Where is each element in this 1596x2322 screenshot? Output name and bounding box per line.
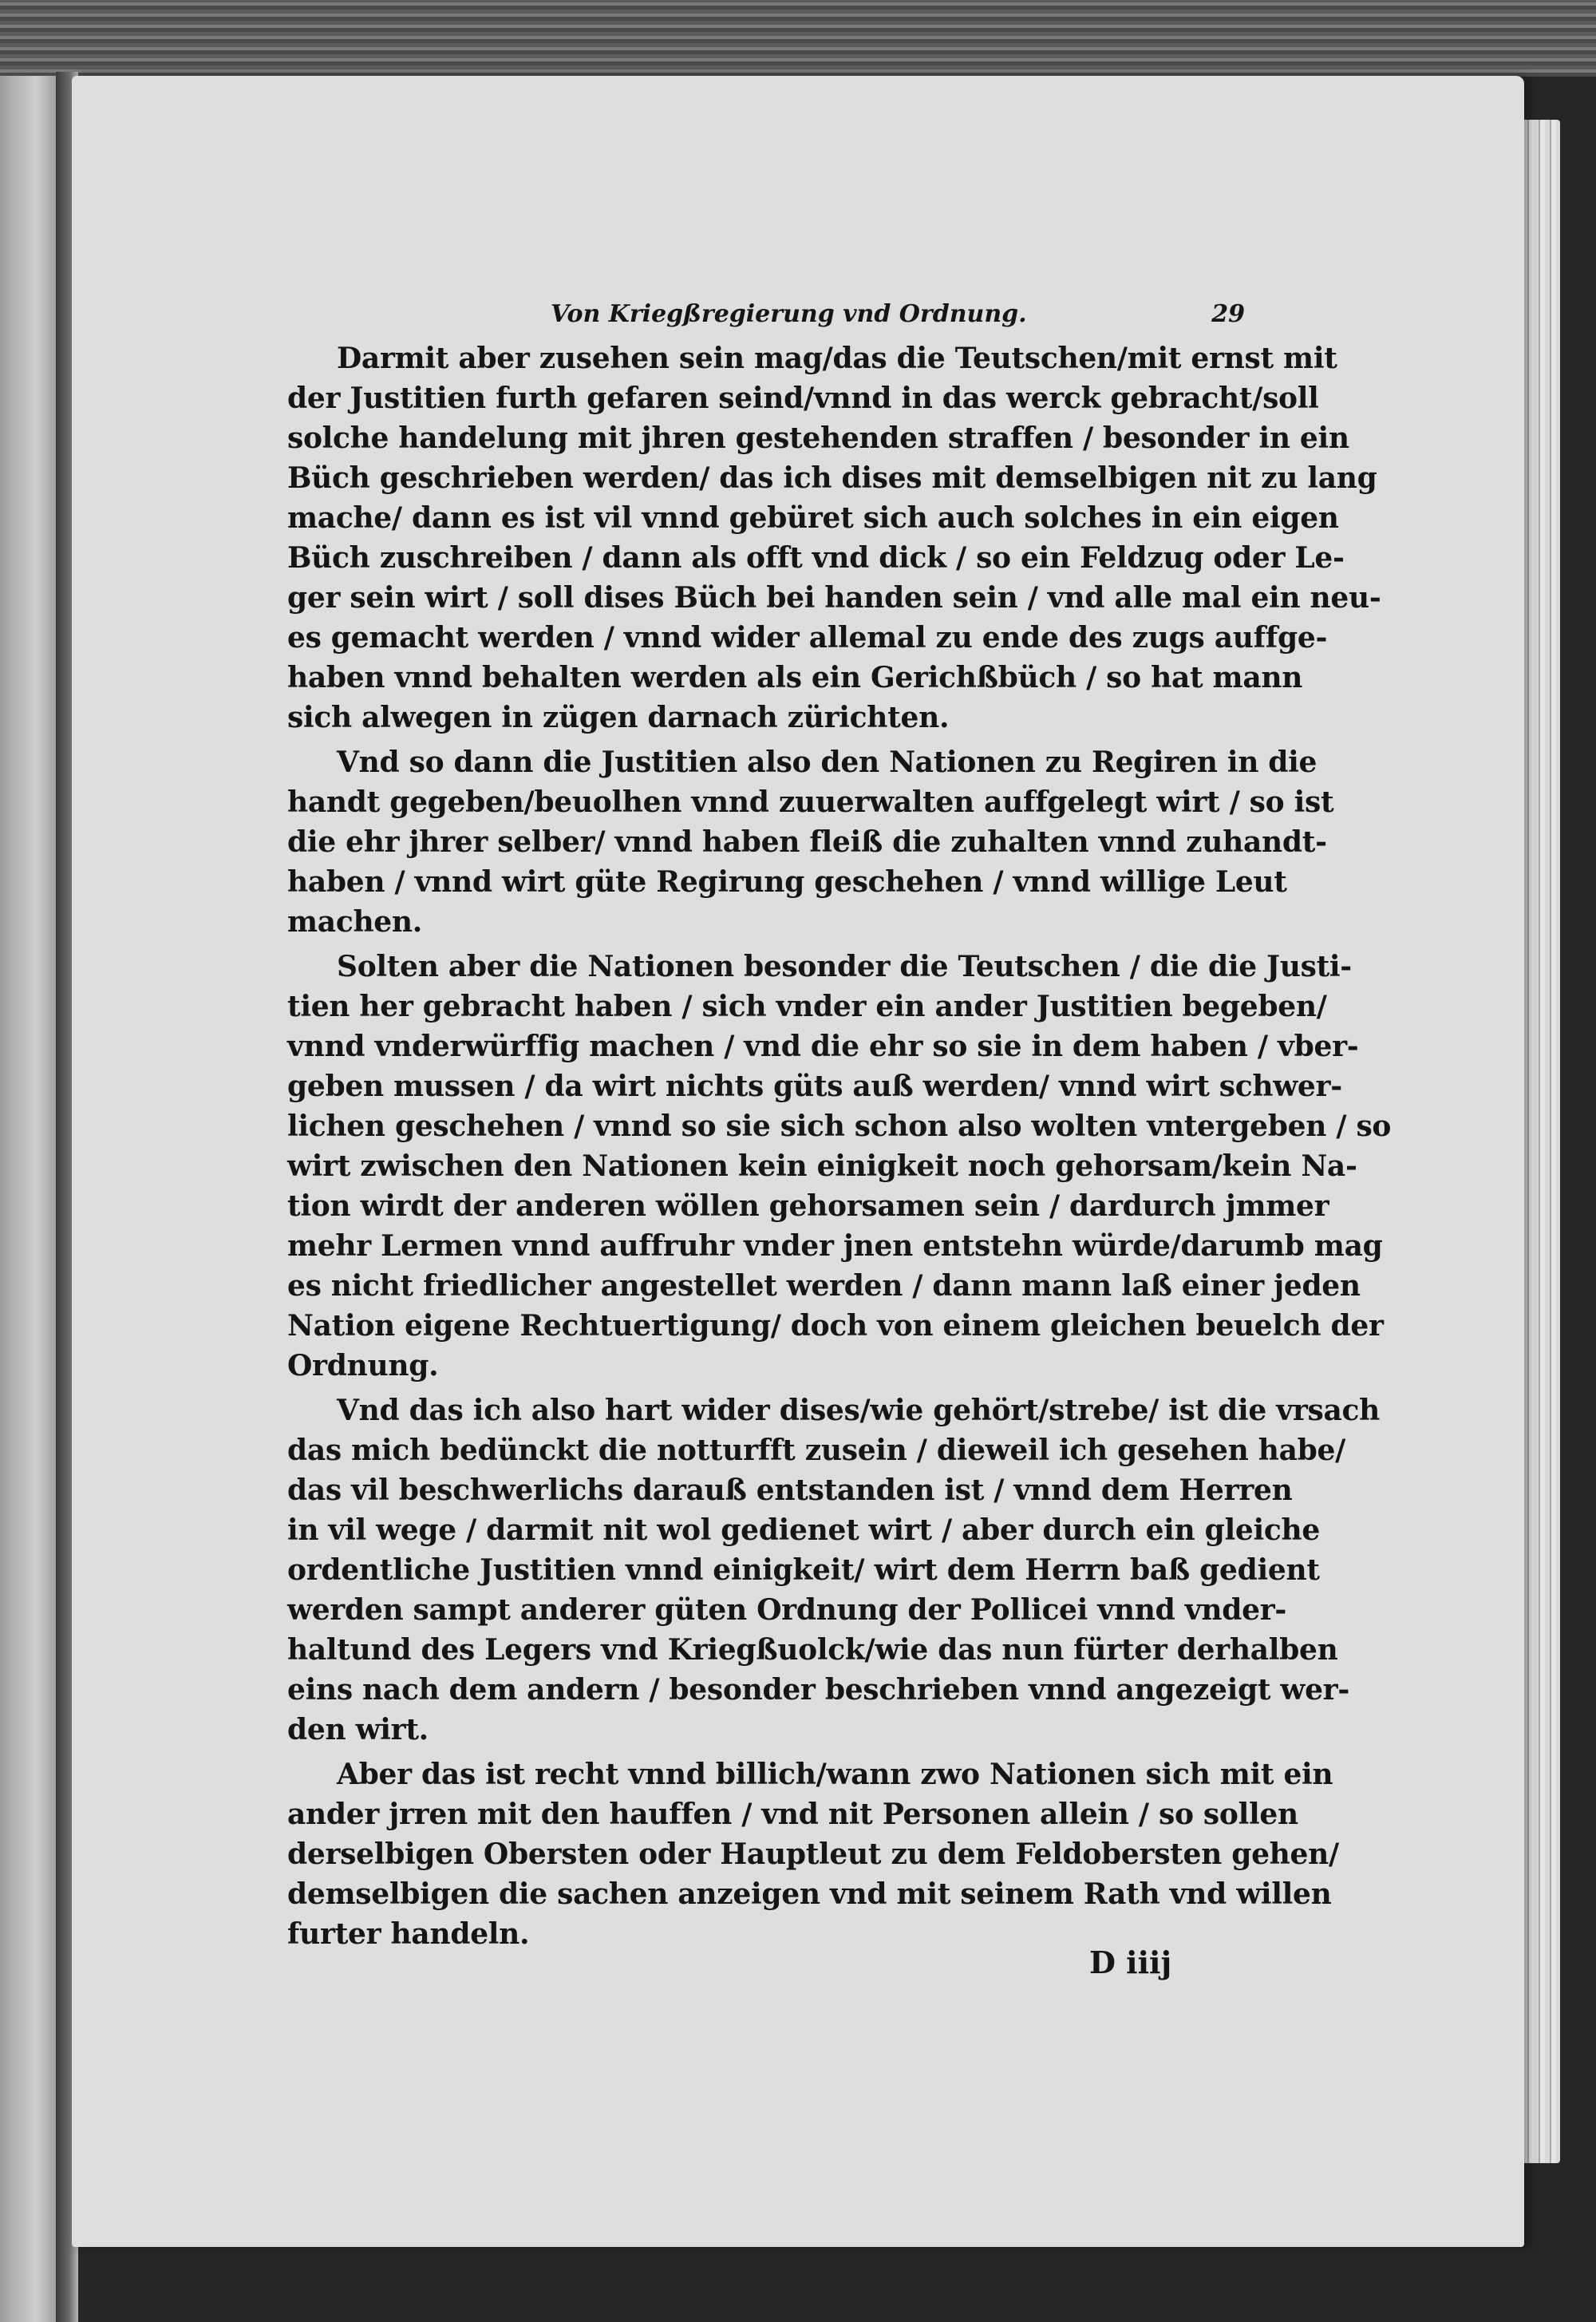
text-line: Nation eigene Rechtuertigung/ doch von einem gleichen beuelch der: [287, 1309, 1384, 1343]
text-line: das mich bedünckt die notturfft zusein / dieweil ich gesehen habe/: [287, 1434, 1345, 1467]
running-head: [287, 297, 1245, 334]
paragraph-2: [287, 742, 1334, 942]
text-line: Büch geschrieben werden/ das ich dises mit demselbigen nit zu lang: [287, 461, 1377, 495]
text-line: sich alwegen in zügen darnach zürichten.: [287, 701, 950, 734]
text-line: ordentliche Justitien vnnd einigkeit/ wirt dem Herrn baß gedient: [287, 1553, 1320, 1587]
text-line: mehr Lermen vnnd auffruhr vnder jnen entstehn würde/darumb mag: [287, 1229, 1383, 1263]
text-line: Darmit aber zusehen sein mag/das die Teutschen/mit ernst mit: [337, 342, 1337, 375]
text-line: es gemacht werden / vnnd wider allemal zu ende des zugs auffge-: [287, 621, 1328, 655]
text-line: solche handelung mit jhren gestehenden straffen / besonder in ein: [287, 421, 1349, 455]
text-line: Vnd so dann die Justitien also den Nationen zu Regiren in die: [337, 746, 1317, 779]
text-line: die ehr jhrer selber/ vnnd haben fleiß die zuhalten vnnd zuhandt-: [287, 825, 1327, 859]
text-line: es nicht friedlicher angestellet werden / dann mann laß einer jeden: [287, 1269, 1361, 1303]
text-line: Aber das ist recht vnnd billich/wann zwo Nationen sich mit ein: [337, 1758, 1333, 1791]
text-line: derselbigen Obersten oder Hauptleut zu dem Feldobersten gehen/: [287, 1837, 1339, 1871]
text-line: wirt zwischen den Nationen kein einigkeit noch gehorsam/kein Na-: [287, 1149, 1357, 1183]
text-line: der Justitien furth gefaren seind/vnnd in das werck gebracht/soll: [287, 382, 1319, 415]
text-line: lichen geschehen / vnnd so sie sich schon also wolten vntergeben / so: [287, 1110, 1392, 1143]
text-line: das vil beschwerlichs darauß entstanden ist / vnnd dem Herren: [287, 1474, 1293, 1507]
signature-mark: D iiij: [1089, 1944, 1172, 1980]
book-top-edge: [0, 0, 1596, 77]
text-line: haltund des Legers vnd Kriegßuolck/wie das nun fürter derhalben: [287, 1633, 1338, 1667]
text-line: werden sampt anderer güten Ordnung der Pollicei vnnd vnder-: [287, 1593, 1287, 1627]
text-line: ger sein wirt / soll dises Büch bei handen sein / vnd alle mal ein neu-: [287, 581, 1381, 615]
text-line: in vil wege / darmit nit wol gedienet wirt / aber durch ein gleiche: [287, 1513, 1320, 1547]
text-line: ander jrren mit den hauffen / vnd nit Personen allein / so sollen: [287, 1798, 1298, 1831]
paragraph-4: [287, 1390, 1381, 1750]
text-line: Vnd das ich also hart wider dises/wie gehört/strebe/ ist die vrsach: [337, 1394, 1381, 1427]
paragraph-3: [287, 947, 1392, 1386]
text-line: geben mussen / da wirt nichts güts auß werden/ vnnd wirt schwer-: [287, 1070, 1342, 1103]
text-line: Büch zuschreiben / dann als offt vnd dick / so ein Feldzug oder Le-: [287, 541, 1345, 575]
text-line: tien her gebracht haben / sich vnder ein ander Justitien begeben/: [287, 990, 1327, 1023]
text-line: haben / vnnd wirt güte Regirung geschehen / vnnd willige Leut: [287, 865, 1287, 899]
text-line: machen.: [287, 905, 423, 939]
text-block: [287, 297, 1392, 1954]
text-line: tion wirdt der anderen wöllen gehorsamen sein / dardurch jmmer: [287, 1189, 1329, 1223]
text-line: Solten aber die Nationen besonder die Teutschen / die die Justi-: [337, 950, 1352, 983]
text-line: mache/ dann es ist vil vnnd gebüret sich auch solches in ein eigen: [287, 501, 1339, 535]
text-line: den wirt.: [287, 1713, 429, 1746]
text-line: handt gegeben/beuolhen vnnd zuuerwalten auffgelegt wirt / so ist: [287, 785, 1334, 819]
paragraph-5: [287, 1754, 1339, 1954]
text-line: Ordnung.: [287, 1349, 439, 1383]
paragraph-1: [287, 338, 1381, 738]
text-line: eins nach dem andern / besonder beschrieben vnnd angezeigt wer-: [287, 1673, 1349, 1707]
folio-number: 29: [1211, 300, 1245, 328]
running-head-title: Von Kriegßregierung vnd Ordnung.: [551, 300, 1027, 328]
text-line: haben vnnd behalten werden als ein Gerichßbüch / so hat mann: [287, 661, 1303, 694]
text-line: demselbigen die sachen anzeigen vnd mit seinem Rath vnd willen: [287, 1877, 1332, 1911]
text-line: vnnd vnderwürffig machen / vnd die ehr so sie in dem haben / vber-: [287, 1030, 1359, 1063]
text-line: furter handeln.: [287, 1917, 530, 1951]
